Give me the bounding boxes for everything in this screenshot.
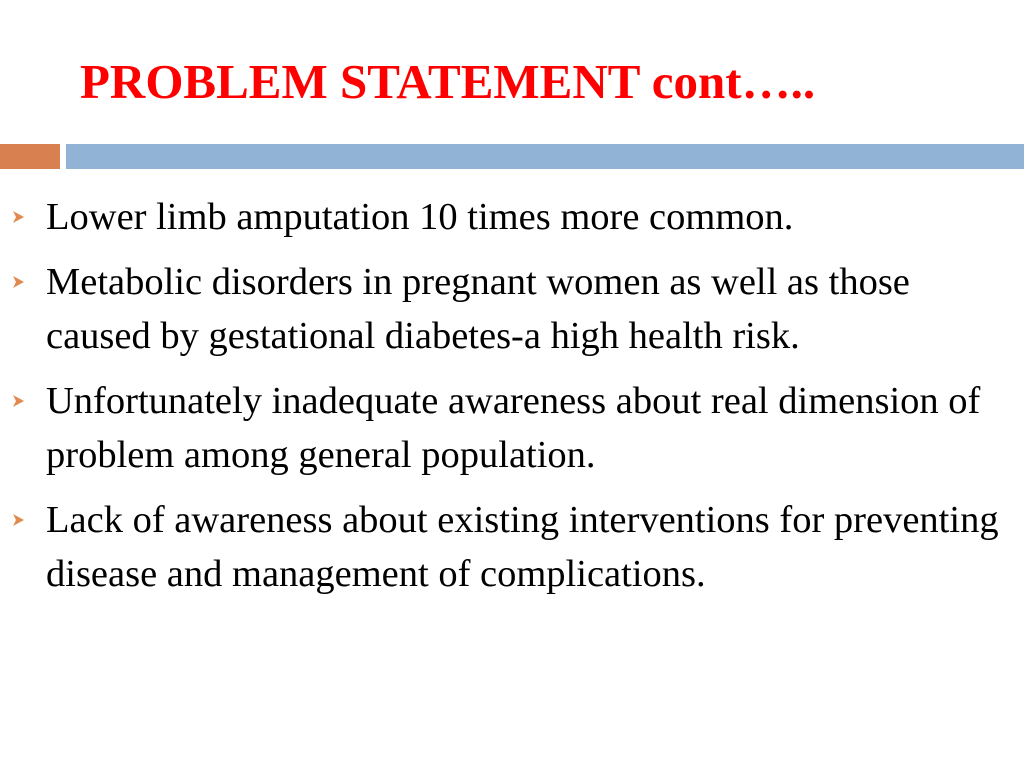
bullet-text: Metabolic disorders in pregnant women as well as those caused by gestational diabetes-a high health risk. (46, 260, 910, 357)
bullet-text: Lower limb amputation 10 times more common. (46, 196, 794, 238)
slide-title: PROBLEM STATEMENT cont….. (80, 54, 816, 109)
bullet-list (0, 190, 1024, 612)
title-divider-bar (66, 144, 1024, 169)
bullet-arrow-icon (12, 394, 26, 408)
bullet-text: Lack of awareness about existing interventions for preventing disease and management of complications. (46, 498, 999, 595)
bullet-item (0, 374, 1024, 483)
bullet-item (0, 493, 1024, 602)
title-divider-accent (0, 144, 60, 169)
bullet-arrow-icon (12, 275, 26, 289)
bullet-item (0, 255, 1024, 364)
bullet-arrow-icon (12, 513, 26, 527)
bullet-arrow-icon (12, 210, 26, 224)
bullet-text: Unfortunately inadequate awareness about real dimension of problem among general population. (46, 379, 981, 476)
bullet-item (0, 190, 1024, 245)
